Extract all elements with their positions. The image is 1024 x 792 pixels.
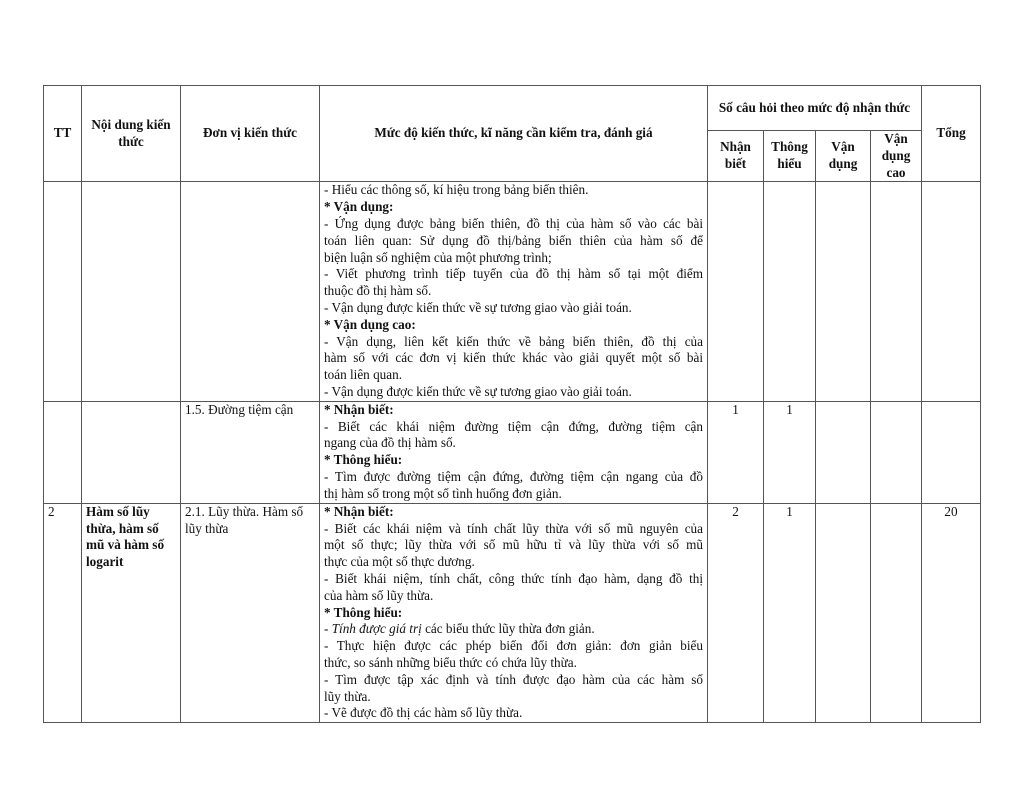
desc-line: - Hiểu các thông số, kí hiệu trong bảng biến thiên.	[324, 182, 589, 198]
header-so-cau: Số câu hỏi theo mức độ nhận thức	[708, 86, 922, 131]
header-nhan-biet: Nhận biết	[708, 131, 764, 182]
desc-heading: * Nhận biết:	[324, 401, 394, 417]
cell-van-dung-cao	[871, 503, 922, 722]
cell-van-dung-cao	[871, 401, 922, 503]
desc-heading: * Thông hiểu:	[324, 452, 403, 468]
header-van-dung-cao: Vận dụng cao	[871, 131, 922, 182]
header-thong-hieu: Thông hiểu	[764, 131, 816, 182]
desc-line: - Ứng dụng được bảng biến thiên, đồ thị của hàm số vào các bài	[324, 215, 703, 231]
table-row	[44, 401, 981, 503]
cell-tong: 20	[922, 503, 981, 722]
desc-line: - Tìm được tập xác định và tính được đạo hàm của các hàm số	[324, 671, 703, 687]
desc-line: biện luận số nghiệm của một phương trình;	[324, 249, 552, 265]
cell-thong-hieu: 1	[764, 503, 816, 722]
cell-topic: Hàm số lũy thừa, hàm số mũ và hàm số logarit	[82, 503, 181, 722]
desc-line: - Tìm được đường tiệm cận đứng, đường tiệm cận ngang của đồ	[324, 468, 703, 484]
header-muc-do: Mức độ kiến thức, kĩ năng cần kiểm tra, đánh giá	[320, 86, 708, 182]
table-row	[44, 503, 981, 722]
cell-nhan-biet: 1	[708, 401, 764, 503]
cell-van-dung-cao	[871, 182, 922, 401]
desc-heading: * Vận dụng cao:	[324, 316, 416, 332]
cell-topic	[82, 182, 181, 401]
desc-line: hàm số với các đơn vị kiến thức khác vào giải quyết một số bài	[324, 350, 703, 366]
italic-phrase: Tính được giá trị	[331, 621, 422, 637]
cell-thong-hieu: 1	[764, 401, 816, 503]
header-tt: TT	[44, 86, 82, 182]
desc-line: - Vẽ được đồ thị các hàm số lũy thừa.	[324, 705, 523, 721]
cell-topic	[82, 401, 181, 503]
header-tong: Tổng	[922, 86, 981, 182]
desc-heading: * Vận dụng:	[324, 199, 394, 215]
cell-van-dung	[816, 401, 871, 503]
desc-line: - Thực hiện được các phép biến đổi đơn giản: đơn giản biểu	[324, 638, 703, 654]
cell-tt	[44, 401, 82, 503]
cell-description	[320, 401, 708, 503]
cell-tt	[44, 182, 82, 401]
cell-van-dung	[816, 182, 871, 401]
header-noi-dung: Nội dung kiến thức	[82, 86, 181, 182]
cell-unit	[181, 182, 320, 401]
desc-line: - Biết khái niệm, tính chất, công thức tính đạo hàm, dạng đồ thị	[324, 570, 703, 586]
cell-tt: 2	[44, 503, 82, 722]
header-don-vi: Đơn vị kiến thức	[181, 86, 320, 182]
cell-unit: 2.1. Lũy thừa. Hàm số lũy thừa	[181, 503, 320, 722]
desc-line: toán liên quan.	[324, 367, 403, 383]
desc-line: thuộc đồ thị hàm số.	[324, 283, 432, 299]
desc-heading: * Thông hiểu:	[324, 604, 403, 620]
desc-line-italic-lead: - Tính được giá trị các biểu thức lũy thừa đơn giản.	[324, 621, 595, 637]
cell-nhan-biet: 2	[708, 503, 764, 722]
desc-heading: * Nhận biết:	[324, 503, 394, 519]
desc-line: ngang của đồ thị hàm số.	[324, 435, 456, 451]
desc-line: toán liên quan: Sử dụng đồ thị/bảng biến thiên của hàm số để	[324, 232, 703, 248]
cell-van-dung	[816, 503, 871, 722]
cell-tong	[922, 401, 981, 503]
desc-line: thức, so sánh những biểu thức có chứa lũy thừa.	[324, 654, 577, 670]
desc-line: - Viết phương trình tiếp tuyến của đồ thị hàm số tại một điểm	[324, 266, 703, 282]
cell-unit: 1.5. Đường tiệm cận	[181, 401, 320, 503]
header-row	[44, 86, 981, 131]
desc-line: - Biết các khái niệm và tính chất lũy thừa với số mũ nguyên của	[324, 520, 703, 536]
desc-line: thị hàm số trong một số tình huống đơn giản.	[324, 485, 562, 501]
cell-description	[320, 503, 708, 722]
table-row	[44, 182, 981, 401]
header-van-dung: Vận dụng	[816, 131, 871, 182]
cell-thong-hieu	[764, 182, 816, 401]
cell-description	[320, 182, 708, 401]
assessment-matrix-table	[43, 85, 981, 723]
cell-nhan-biet	[708, 182, 764, 401]
desc-line: - Vận dụng được kiến thức về sự tương giao vào giải toán.	[324, 383, 632, 399]
desc-line: - Biết các khái niệm đường tiệm cận đứng, đường tiệm cận	[324, 418, 703, 434]
cell-tong	[922, 182, 981, 401]
desc-line: thực của một số thực dương.	[324, 554, 475, 570]
desc-line: một số thực; lũy thừa với số mũ hữu tỉ và lũy thừa với số mũ	[324, 537, 703, 553]
desc-line: - Vận dụng được kiến thức về sự tương giao vào giải toán.	[324, 299, 632, 315]
desc-line: - Vận dụng, liên kết kiến thức về bảng biến thiên, đồ thị của	[324, 333, 703, 349]
desc-line: lũy thừa.	[324, 688, 371, 704]
desc-line: của hàm số lũy thừa.	[324, 587, 434, 603]
